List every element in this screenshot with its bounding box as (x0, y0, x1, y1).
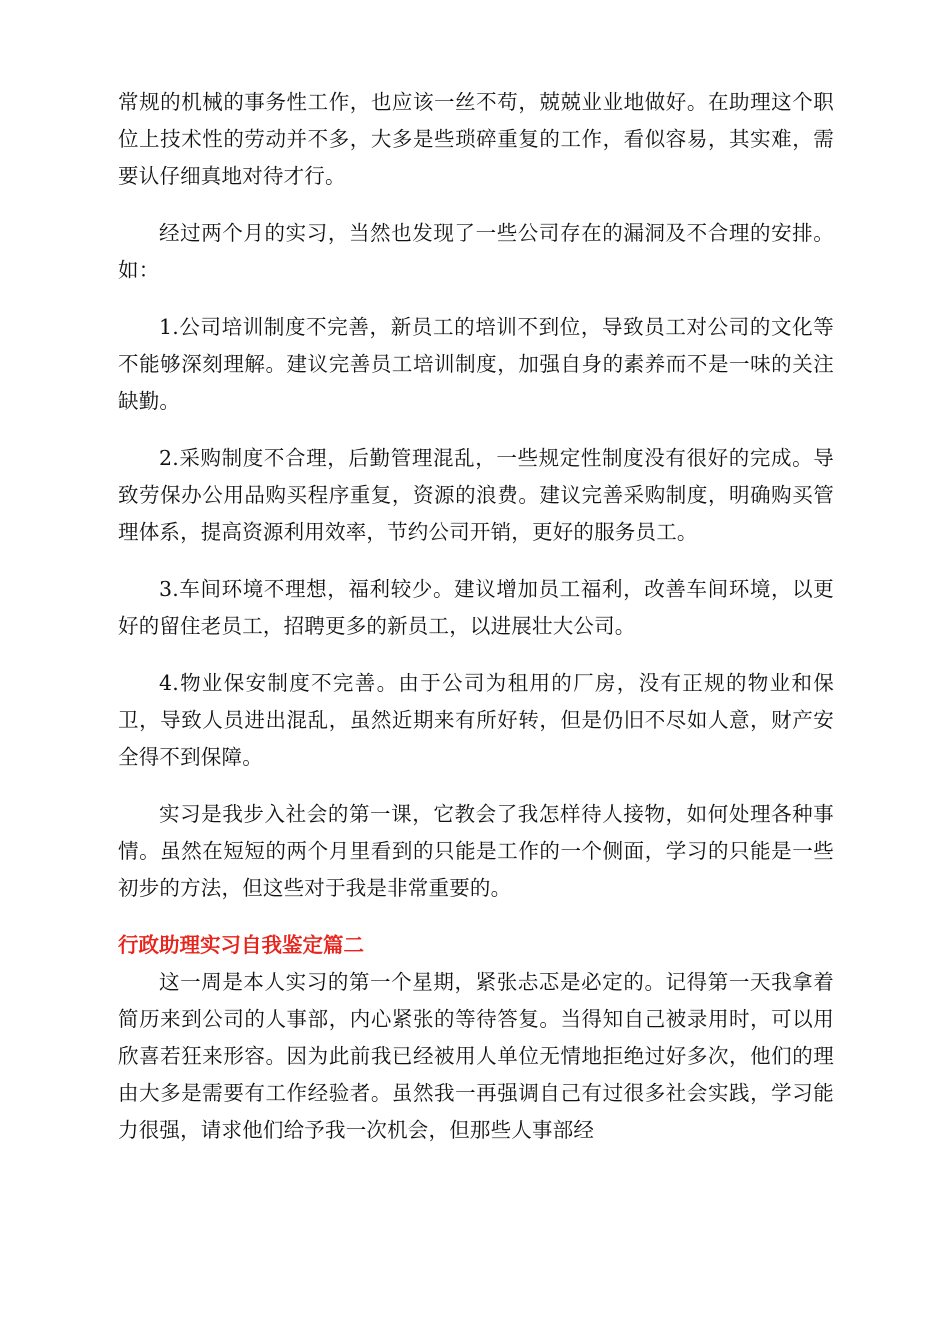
paragraph-item-2: 2.采购制度不合理，后勤管理混乱，一些规定性制度没有很好的完成。导致劳保办公用品购买程序重复，资源的浪费。建议完善采购制度，明确购买管理体系，提高资源利用效率，节约公司开销，更好的服务员工。 (118, 446, 834, 544)
paragraph-item-3: 3.车间环境不理想，福利较少。建议增加员工福利，改善车间环境，以更好的留住老员工，招聘更多的新员工，以进展壮大公司。 (118, 577, 834, 638)
document-body (118, 84, 834, 1169)
paragraph-conclusion: 实习是我步入社会的第一课，它教会了我怎样待人接物，如何处理各种事情。虽然在短短的两个月里看到的只能是工作的一个侧面，学习的只能是一些初步的方法，但这些对于我是非常重要的。 (118, 802, 834, 900)
section-heading: 行政助理实习自我鉴定篇二 (118, 933, 364, 957)
paragraph-item-1: 1.公司培训制度不完善，新员工的培训不到位，导致员工对公司的文化等不能够深刻理解。建议完善员工培训制度，加强自身的素养而不是一味的关注缺勤。 (118, 315, 834, 413)
paragraph-findings-intro: 经过两个月的实习，当然也发现了一些公司存在的漏洞及不合理的安排。如： (118, 221, 834, 282)
paragraph-continuation: 常规的机械的事务性工作，也应该一丝不苟，兢兢业业地做好。在助理这个职位上技术性的劳动并不多，大多是些琐碎重复的工作，看似容易，其实难，需要认仔细真地对待才行。 (118, 90, 834, 188)
paragraph-section2-intro: 这一周是本人实习的第一个星期，紧张忐忑是必定的。记得第一天我拿着简历来到公司的人事部，内心紧张的等待答复。当得知自己被录用时，可以用欣喜若狂来形容。因为此前我已经被用人单位无情地拒绝过好多次，他们的理由大多是需要有工作经验者。虽然我一再强调自己有过很多社会实践，学习能力很强，请求他们给予我一次机会，但那些人事部经 (118, 970, 834, 1142)
paragraph-item-4: 4.物业保安制度不完善。由于公司为租用的厂房，没有正规的物业和保卫，导致人员进出混乱，虽然近期来有所好转，但是仍旧不尽如人意，财产安全得不到保障。 (118, 671, 834, 769)
